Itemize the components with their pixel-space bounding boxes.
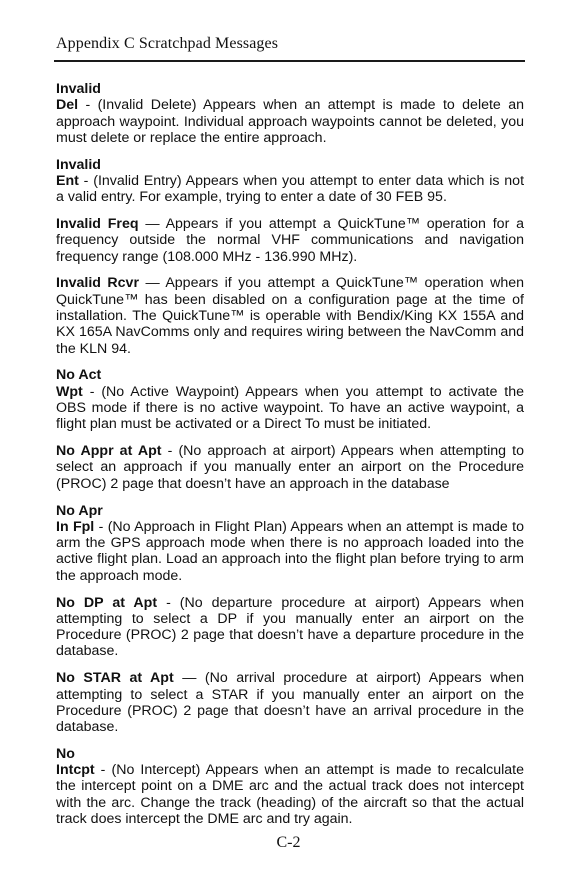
message-list [56, 81, 524, 838]
message-description: (No Intercept) Appears when an attempt is made to recalculate the intercept point on a DME arc and the actual track does not intercept with the arc. Change the track (heading) of the aircraft so that the actual track does intercept the DME arc and try again. [56, 762, 525, 828]
message-entry-invalid-freq: Invalid Freq — Appears if you attempt a QuickTune™ operation for a frequency outside the normal VHF communications and navigation frequency range (108.000 MHz - 136.990 MHz). [56, 216, 525, 265]
message-term-line1: No Act [56, 367, 102, 384]
message-entry-invalid-ent: Invalid Ent - (Invalid Entry) Appears when you attempt to enter data which is not a valid entry. For example, trying to enter a date of 30 FEB 95. [56, 156, 525, 206]
message-term-line1: No [56, 745, 75, 762]
message-term: Intcpt [56, 762, 95, 779]
message-term: No STAR at Apt [56, 670, 174, 687]
message-entry-no-act-wpt: No Act Wpt - (No Active Waypoint) Appears when you attempt to activate the OBS mode if there is no active waypoint. To have an active waypoint, a flight plan must be activated or a Direct To must be initiated. [56, 367, 525, 433]
page-header-title: Appendix C Scratchpad Messages [56, 35, 279, 52]
message-entry-no-star-at-apt: No STAR at Apt — (No arrival procedure at airport) Appears when attempting to select a STAR if you manually enter an airport on the Procedure (PROC) 2 page that doesn’t have an arrival procedure in the database. [56, 670, 524, 736]
message-description: (No arrival procedure at airport) Appears when attempting to select a STAR if you manually enter an airport on the Procedure (PROC) 2 page that doesn’t have an arrival procedure in the database. [56, 670, 524, 736]
message-description: (No Approach in Flight Plan) Appears when an attempt is made to arm the GPS approach mode when there is no approach loaded into the active flight plan. Load an approach into the flight plan before trying to arm the approach mode. [56, 518, 524, 584]
message-entry-invalid-del: Invalid Del - (Invalid Delete) Appears when an attempt is made to delete an approach waypoint. Individual approach waypoints cannot be deleted, you must delete or replace the entire approach. [56, 81, 524, 146]
message-description: Appears if you attempt a QuickTune™ operation for a frequency outside the normal VHF communications and navigation frequency range (108.000 MHz - 136.990 MHz). [56, 216, 525, 265]
message-entry-no-intcpt: No Intcpt - (No Intercept) Appears when an attempt is made to recalculate the intercept point on a DME arc and the actual track does not intercept with the arc. Change the track (heading) of the aircraft so that the actual track does intercept the DME arc and try again. [56, 745, 525, 828]
header-rule [54, 60, 525, 62]
message-description: Appears if you attempt a QuickTune™ operation when QuickTune™ has been disabled on a configuration page at the time of installation. The QuickTune™ is operable with Bendix/King KX 155A and KX 165A NavComms only and requires wiring between the NavComm and the KLN 94. [56, 275, 524, 357]
message-term: Ent [56, 172, 79, 189]
message-term: Del [56, 97, 79, 114]
message-description: (Invalid Delete) Appears when an attempt is made to delete an approach waypoint. Individual approach waypoints cannot be deleted, you must delete or replace the entire approach. [56, 97, 524, 146]
message-term-line1: Invalid [56, 81, 101, 97]
message-term: In Fpl [56, 518, 95, 535]
message-term-line1: Invalid [56, 156, 101, 173]
message-entry-invalid-rcvr: Invalid Rcvr — Appears if you attempt a QuickTune™ operation when QuickTune™ has been disabled on a configuration page at the time of installation. The QuickTune™ is operable with Bendix/King KX 155A and KX 165A NavComms only and requires wiring between the NavComm and the KLN 94. [56, 275, 524, 357]
page-number: C-2 [276, 834, 301, 851]
message-term: Invalid Freq [56, 216, 139, 233]
message-description: (No departure procedure at airport) Appears when attempting to select a DP if you manually enter an airport on the Procedure (PROC) 2 page that doesn’t have a departure procedure in the database. [56, 594, 524, 660]
message-entry-no-dp-at-apt: No DP at Apt - (No departure procedure at airport) Appears when attempting to select a DP if you manually enter an airport on the Procedure (PROC) 2 page that doesn’t have a departure procedure in the database. [56, 594, 524, 660]
message-description: (Invalid Entry) Appears when you attempt to enter data which is not a valid entry. For example, trying to enter a date of 30 FEB 95. [56, 172, 525, 206]
message-entry-no-appr-at-apt: No Appr at Apt - (No approach at airport) Appears when attempting to select an approach if you manually enter an airport on the Procedure (PROC) 2 page that doesn’t have an approach in the database [56, 443, 524, 492]
message-term: No DP at Apt [56, 594, 158, 611]
message-term-line1: No Apr [56, 502, 103, 519]
message-entry-no-apr-in-fpl: No Apr In Fpl - (No Approach in Flight Plan) Appears when an attempt is made to arm the GPS approach mode when there is no approach loaded into the active flight plan. Load an approach into the flight plan before trying to arm the approach mode. [56, 502, 524, 584]
message-term: Wpt [56, 383, 83, 400]
message-term: Invalid Rcvr [56, 275, 139, 292]
message-description: (No Active Waypoint) Appears when you attempt to activate the OBS mode if there is no active waypoint. To have an active waypoint, a flight plan must be activated or a Direct To must be initiated. [56, 383, 525, 433]
message-term: No Appr at Apt [56, 443, 162, 460]
message-description: (No approach at airport) Appears when attempting to select an approach if you manually enter an airport on the Procedure (PROC) 2 page that doesn’t have an approach in the database [56, 443, 524, 492]
